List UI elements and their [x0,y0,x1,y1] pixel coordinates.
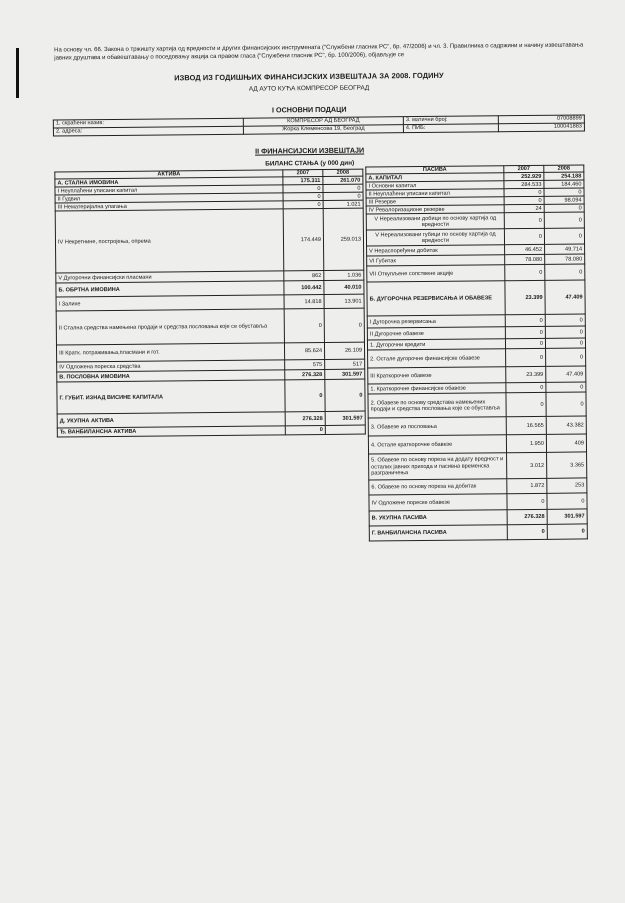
asset-value-2008: 0 [323,184,363,192]
liability-label: 1. Дугорочни кредити [367,339,505,350]
liability-label: IV Ревалоризационе резерве [366,205,504,214]
liability-value-2007: 0 [505,315,545,327]
liability-value-2007: 0 [504,189,544,197]
liability-value-2008: 0 [547,493,587,509]
asset-value-2007: 0 [285,426,325,435]
liability-label: V Нераспоређени добитак [367,245,505,256]
asset-value-2007: 85.624 [284,343,324,360]
asset-label: Ђ. ВАНБИЛАНСНА АКТИВА [57,426,285,437]
basic-field-label: 1. скраћени назив: [53,118,243,128]
asset-row [56,308,364,345]
liability-value-2007: 0 [504,213,544,229]
asset-label: III Кратк. потраживања,пласмани и гот. [56,343,284,362]
asset-value-2007: 0 [283,201,323,209]
asset-value-2008: 0 [325,379,365,411]
liability-value-2008: 0 [544,228,584,244]
liability-label: III Резерве [366,197,504,206]
asset-label: I Неуплаћени уписани капитал [55,185,283,195]
asset-value-2007: 276.328 [285,412,325,426]
liability-value-2007: 46.452 [505,245,545,255]
asset-value-2007: 0 [283,185,323,193]
asset-value-2007: 175.311 [283,177,323,185]
asset-value-2008: 40.010 [324,280,364,294]
liability-value-2008: 98.094 [544,196,584,204]
asset-label: IV Некретнине, постројења, опрема [55,209,284,273]
liabilities-header-2007: 2007 [504,165,544,173]
asset-label: Д. УКУПНА АКТИВА [57,412,285,428]
liability-row [369,452,587,480]
liability-value-2008: 0 [547,524,587,539]
liability-value-2007: 276.328 [507,510,547,525]
liability-label: 1. Краткорочне финансијске обавезе [368,383,506,394]
liability-row [368,392,586,418]
asset-value-2008: 301.597 [325,369,365,379]
liability-value-2007: 284.533 [504,181,544,189]
liability-value-2008: 0 [546,392,586,416]
liability-value-2007: 0 [506,383,546,393]
asset-label: А. СТАЛНА ИМОВИНА [55,177,283,187]
document-title: ИЗВОД ИЗ ГОДИШЊИХ ФИНАНСИЈСКИХ ИЗВЕШТАЈА ЗА 2008. ГОДИНУ [174,70,444,83]
liability-label: 2. Остале дугорочне финансијске обавезе [368,349,506,368]
basic-field-value: КОМПРЕСОР АД БЕОГРАД [243,117,403,127]
liabilities-table [365,164,588,541]
liability-label: 6. Обавезе по основу пореза на добитак [369,479,507,495]
assets-header-2008: 2008 [323,169,363,177]
asset-value-2007: 575 [285,360,325,370]
liability-label: V Нереализовани губици по основу хартија од вредности [366,229,504,246]
liability-value-2008: 0 [545,338,585,348]
asset-value-2007: 174.449 [283,209,324,271]
liability-value-2007: 24 [504,205,544,213]
assets-header-label: АКТИВА [55,170,283,180]
liability-label: 5. Обавезе по основу пореза на додату вредност и осталих јавних прихода и пасивна временска разграничења [369,453,507,480]
asset-value-2007: 862 [284,271,324,281]
basic-id-value: 100041883 [498,123,584,132]
liability-value-2007: 23.399 [506,367,546,383]
liability-value-2007: 0 [504,197,544,205]
liability-label: Г. ВАНБИЛАНСНА ПАСИВА [369,525,507,541]
asset-label: В. ПОСЛОВНА ИМОВИНА [57,370,285,382]
asset-row [57,425,365,437]
liability-value-2007: 0 [505,265,545,281]
basic-id-label: 3. матични број: [403,116,498,125]
liability-value-2007: 0 [505,327,545,339]
liability-label: 2. Обавезе по основу средстава намењених продаји и средства пословања које се обуставља [368,393,506,418]
asset-value-2007: 276.328 [285,370,325,380]
liability-value-2008: 0 [544,212,584,228]
liability-value-2008: 0 [545,264,585,280]
asset-value-2008 [325,425,365,434]
liability-value-2008: 78.080 [545,254,585,264]
liability-value-2007: 1.872 [507,479,547,494]
liability-label: А. КАПИТАЛ [366,173,504,182]
liability-value-2007: 23.399 [505,281,545,315]
liability-value-2007: 0 [504,229,544,245]
liability-value-2007: 0 [507,525,547,540]
liability-value-2008: 0 [546,382,586,392]
asset-value-2007: 0 [284,309,324,343]
asset-row [55,208,364,273]
liability-value-2008: 184.460 [544,180,584,188]
asset-value-2007: 100.442 [284,281,324,295]
liability-row [367,280,585,316]
liability-row [368,348,586,368]
asset-value-2007: 0 [285,380,325,412]
asset-label: V Дугорочни финансијски пласмани [56,271,284,283]
company-subtitle: АД АУТО КУЋА КОМПРЕСОР БЕОГРАД [248,84,370,93]
asset-label: III Нематеријална улагања [55,201,283,211]
liability-label: Б. ДУГОРОЧНА РЕЗЕРВИСАЊА И ОБАВЕЗЕ [367,281,505,316]
intro-paragraph: На основу чл. 66. Закона о тржишту хартија од вредности и других финансијских инструмената ("Службени гласник РС", бр. 47/2006) и чл. 3. Правилника о садржини и начину извештавања јавних друштава и обавештавању о поседовању акција са правом гласа ("Службени гласник РС", бр. 100/2006), објављује се [54,42,584,62]
basic-field-value: Жорка Клеменсова 19, Београд [243,125,403,135]
liability-value-2008: 47.409 [545,280,585,314]
liability-label: IV Одложене пореске обавезе [369,494,507,511]
liability-value-2007: 78.080 [505,255,545,265]
liability-label: I Основни капитал [366,181,504,190]
liability-value-2008: 3.365 [547,452,587,478]
liability-value-2008: 47.409 [546,366,586,382]
liability-value-2008: 254.188 [544,172,584,180]
liability-row [369,524,587,541]
liability-value-2008: 49.714 [545,244,585,254]
asset-label: IV Одложена пореска средства [57,360,285,372]
assets-header-2007: 2007 [283,169,323,177]
liability-label: II Дугорочне обавезе [367,327,505,340]
basic-id-value: 07008899 [498,115,584,124]
liability-value-2008: 0 [545,326,585,338]
liability-row [368,434,586,454]
basic-id-label: 4. ПИБ: [403,124,498,133]
liability-label: VII Откупљене сопствене акције [367,265,505,282]
liability-value-2007: 16.565 [506,417,546,435]
asset-value-2008: 301.597 [325,411,365,425]
asset-value-2008: 1.036 [324,270,364,280]
liability-row [368,416,586,436]
asset-label: I Залихе [56,295,284,311]
liability-value-2008: 253 [547,478,587,493]
asset-label: Г. ГУБИТ. ИЗНАД ВИСИНЕ КАПИТАЛА [57,380,285,414]
liability-value-2008: 301.597 [547,509,587,524]
asset-value-2007: 0 [283,193,323,201]
section-financial-title: II ФИНАНСИЈСКИ ИЗВЕШТАЈИ [255,145,365,156]
assets-table [54,169,366,438]
liability-value-2007: 0 [505,339,545,349]
liability-value-2007: 252.929 [504,173,544,181]
liability-value-2007: 0 [506,349,546,367]
basic-data-table [53,114,585,136]
asset-label: Б. ОБРТНА ИМОВИНА [56,281,284,297]
liability-label: 4. Остале краткорочне обавезе [368,435,506,454]
liability-value-2008: 0 [544,204,584,212]
liability-label: II Неуплаћени уписани капитал [366,189,504,198]
liability-label: I Дугорочна резервисања [367,315,505,328]
asset-value-2008: 26.109 [324,342,364,359]
asset-value-2008: 1.021 [323,200,363,208]
liability-value-2008: 43.382 [546,416,586,434]
asset-value-2008: 0 [324,308,364,342]
liability-value-2007: 0 [507,494,547,510]
asset-label: II Гудвил [55,193,283,203]
liability-value-2007: 3.012 [507,453,547,479]
liability-label: В. УКУПНА ПАСИВА [369,510,507,526]
section-basic-data-title: I ОСНОВНИ ПОДАЦИ [271,104,347,115]
asset-value-2008: 261.070 [323,176,363,184]
liability-value-2008: 0 [546,348,586,366]
liabilities-header-2008: 2008 [544,165,584,173]
asset-value-2008: 13.901 [324,294,364,308]
liabilities-header-label: ПАСИВА [366,166,504,175]
balance-sheet-title: БИЛАНС СТАЊА (у 000 дин) [265,159,355,168]
asset-label: II Стална средства намењена продаји и средства пословања које се обуставља [56,309,284,345]
asset-value-2007: 14.818 [284,295,324,309]
liability-value-2007: 0 [506,393,546,417]
liability-label: III Краткорочне обавезе [368,367,506,384]
liability-value-2008: 0 [544,188,584,196]
liability-label: VI Губитак [367,255,505,266]
liability-value-2007: 1.950 [506,435,546,453]
basic-field-label: 2. адреса: [53,126,243,136]
liability-value-2008: 0 [545,314,585,326]
liability-value-2008: 409 [546,434,586,452]
liability-label: 3. Обавезе из пословања [368,417,506,436]
asset-value-2008: 259.013 [323,208,364,270]
asset-value-2008: 0 [323,192,363,200]
liability-label: V Нереализовани добици по основу хартија од вредности [366,213,504,230]
asset-value-2008: 517 [325,359,365,369]
asset-row [57,379,365,414]
